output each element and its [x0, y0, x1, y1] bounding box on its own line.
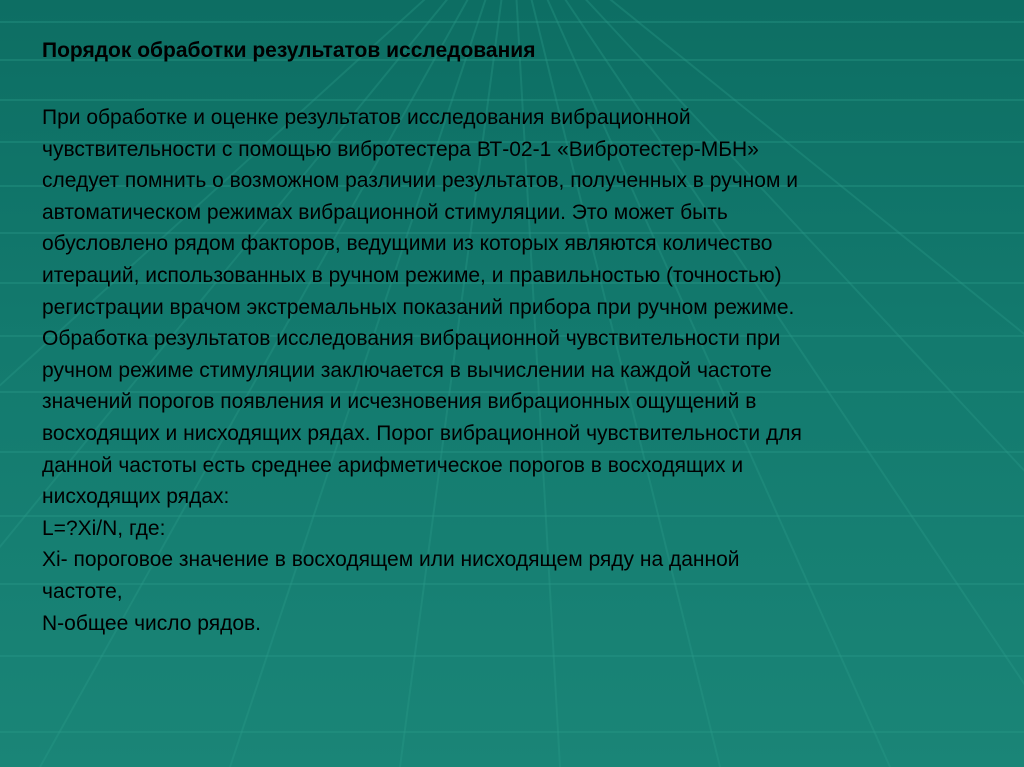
text-line: Xi- пороговое значение в восходящем или нисходящем ряду на данной: [42, 548, 740, 572]
text-line: итераций, использованных в ручном режиме, и правильностью (точностью): [42, 263, 782, 287]
body-text: [42, 102, 982, 639]
text-line: значений порогов появления и исчезновения вибрационных ощущений в: [42, 390, 757, 414]
text-line: ручном режиме стимуляции заключается в вычислении на каждой частоте: [42, 358, 772, 382]
text-line: восходящих и нисходящих рядах. Порог вибрационной чувствительности для: [42, 421, 802, 445]
text-line: чувствительности с помощью вибротестера ВТ-02-1 «Вибротестер-МБН»: [42, 137, 759, 161]
text-line: N-общее число рядов.: [42, 611, 262, 635]
text-line: следует помнить о возможном различии результатов, полученных в ручном и: [42, 169, 798, 193]
text-line: регистрации врачом экстремальных показаний прибора при ручном режиме.: [42, 295, 795, 319]
slide-content: [42, 36, 982, 639]
text-line: частоте,: [42, 579, 123, 603]
text-line: нисходящих рядах:: [42, 485, 230, 509]
slide-title: Порядок обработки результатов исследования: [42, 39, 536, 62]
text-line: автоматическом режимах вибрационной стимуляции. Это может быть: [42, 200, 728, 224]
text-line: Обработка результатов исследования вибрационной чувствительности при: [42, 327, 781, 351]
text-line: обусловлено рядом факторов, ведущими из которых являются количество: [42, 232, 773, 256]
formula-line: L=?Xi/N, где:: [42, 516, 166, 540]
text-line: При обработке и оценке результатов исследования вибрационной: [42, 106, 691, 129]
text-line: данной частоты есть среднее арифметическое порогов в восходящих и: [42, 453, 744, 477]
